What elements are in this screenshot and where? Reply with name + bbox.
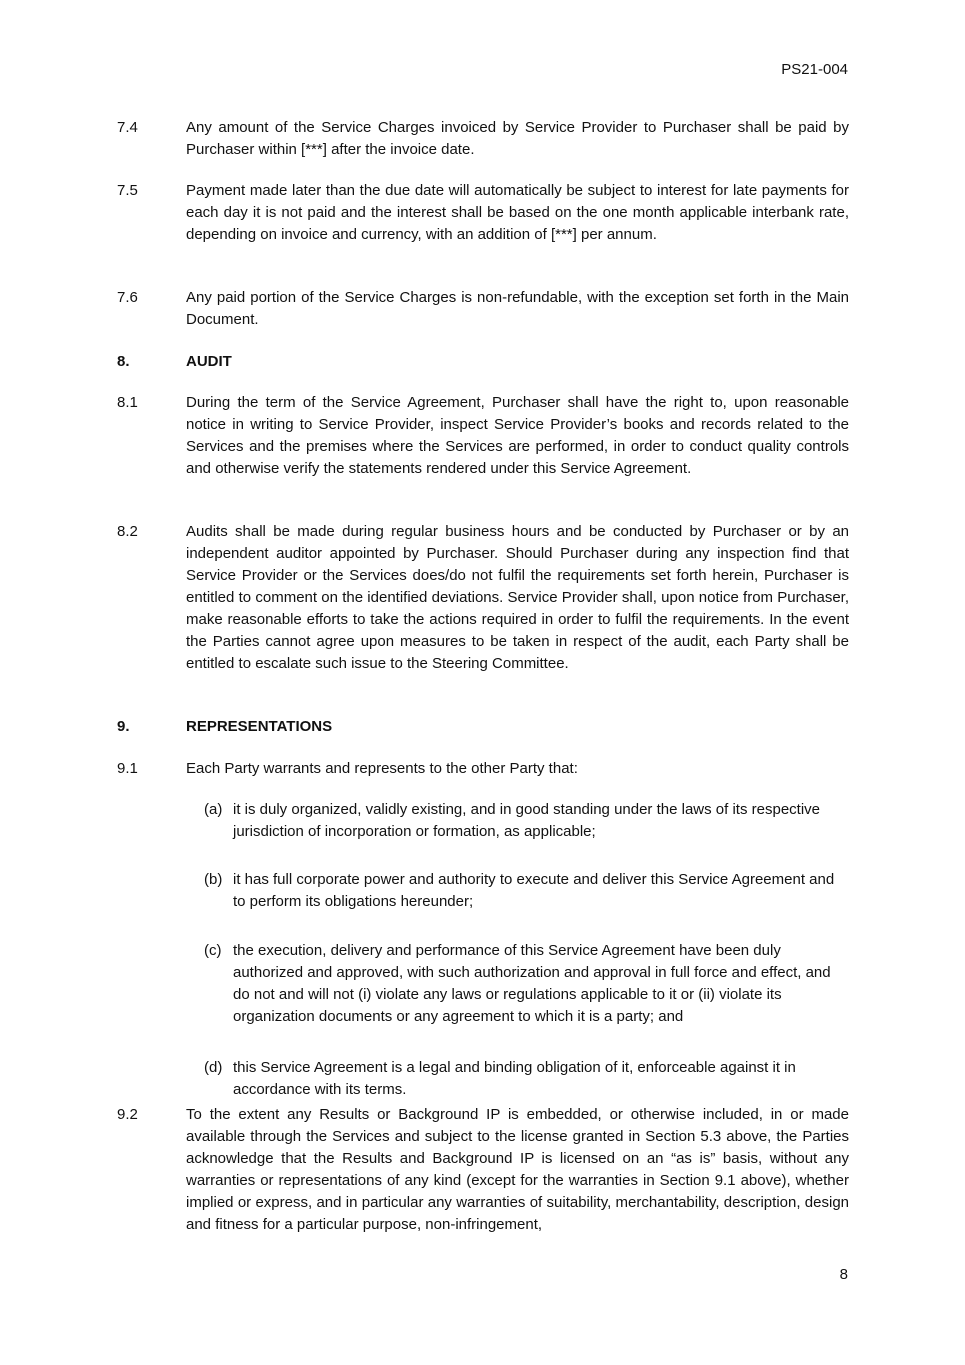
section-title: AUDIT (186, 353, 232, 370)
clause-number: 9.1 (117, 760, 138, 777)
clause-9-1 (117, 758, 849, 780)
clause-text: Each Party warrants and represents to the other Party that: (186, 760, 578, 777)
clause-7-5 (117, 180, 849, 246)
list-item-text: it has full corporate power and authority to execute and deliver this Service Agreement and to perform its obligations hereunder; (233, 871, 835, 910)
list-item-text: this Service Agreement is a legal and binding obligation of it, enforceable against it in accordance with its terms. (233, 1059, 796, 1098)
page-number: 8 (839, 1266, 848, 1283)
clause-8-2 (117, 521, 849, 675)
list-item-d (204, 1057, 849, 1101)
clause-text: Audits shall be made during regular business hours and be conducted by Purchaser or by an independent auditor appointed by Purchaser. Should Purchaser during any inspection find that Service Provider or the Services does/do not fulfil the requirements set forth herein, Purchaser is entitled to comment on the identified deviations. Service Provider shall, upon notice from Purchaser, make reasonable efforts to take the actions required in order to fulfil the requirements. In the event the Parties cannot agree upon measures to be taken in respect of the audit, each Party shall be entitled to escalate such issue to the Steering Committee. (186, 523, 849, 672)
section-number: 9. (117, 718, 130, 735)
clause-9-2 (117, 1104, 849, 1236)
section-heading-representations (117, 716, 849, 738)
list-item-text: it is duly organized, validly existing, and in good standing under the laws of its respective jurisdiction of incorporation or formation, as applicable; (233, 801, 820, 840)
clause-number: 7.4 (117, 119, 138, 136)
list-item-label: (b) (204, 871, 223, 888)
clause-7-4 (117, 117, 849, 161)
clause-number: 8.1 (117, 394, 138, 411)
section-heading-audit (117, 351, 849, 373)
clause-text: Any amount of the Service Charges invoiced by Service Provider to Purchaser shall be paid by Purchaser within [***] after the invoice date. (186, 119, 849, 158)
clause-number: 7.6 (117, 289, 138, 306)
list-item-text: the execution, delivery and performance of this Service Agreement have been duly authorized and approved, with such authorization and approval in full force and effect, and do not and will not (i) violate any laws or regulations applicable to it or (ii) violate its organization documents or any agreement to which it is a party; and (233, 942, 831, 1025)
clause-8-1 (117, 392, 849, 480)
list-item-label: (d) (204, 1059, 223, 1076)
clause-7-6 (117, 287, 849, 331)
clause-text: Any paid portion of the Service Charges is non-refundable, with the exception set forth in the Main Document. (186, 289, 849, 328)
clause-text: During the term of the Service Agreement, Purchaser shall have the right to, upon reasonable notice in writing to Service Provider, inspect Service Provider’s books and records related to the Services and the premises where the Services are performed, in order to conduct quality controls and otherwise verify the statements rendered under this Service Agreement. (186, 394, 849, 477)
section-title: REPRESENTATIONS (186, 718, 333, 735)
list-item-label: (c) (204, 942, 222, 959)
clause-text: To the extent any Results or Background IP is embedded, or otherwise included, in or made available through the Services and subject to the license granted in Section 5.3 above, the Parties acknowledge that the Results and Background IP is licensed on an “as is” basis, without any warranties or representations of any kind (except for the warranties in Section 9.1 above), whether implied or express, and in particular any warranties of suitability, merchantability, description, design and fitness for a particular purpose, non-infringement, (186, 1106, 849, 1233)
list-item-a (204, 799, 849, 843)
clause-number: 7.5 (117, 182, 138, 199)
section-number: 8. (117, 353, 130, 370)
document-reference: PS21-004 (781, 61, 848, 78)
list-item-b (204, 869, 849, 913)
list-item-c (204, 940, 849, 1028)
list-item-label: (a) (204, 801, 223, 818)
clause-number: 9.2 (117, 1106, 138, 1123)
clause-number: 8.2 (117, 523, 138, 540)
clause-text: Payment made later than the due date will automatically be subject to interest for late payments for each day it is not paid and the interest shall be based on the one month applicable interbank rate, depending on invoice and currency, with an addition of [***] per annum. (186, 182, 849, 243)
